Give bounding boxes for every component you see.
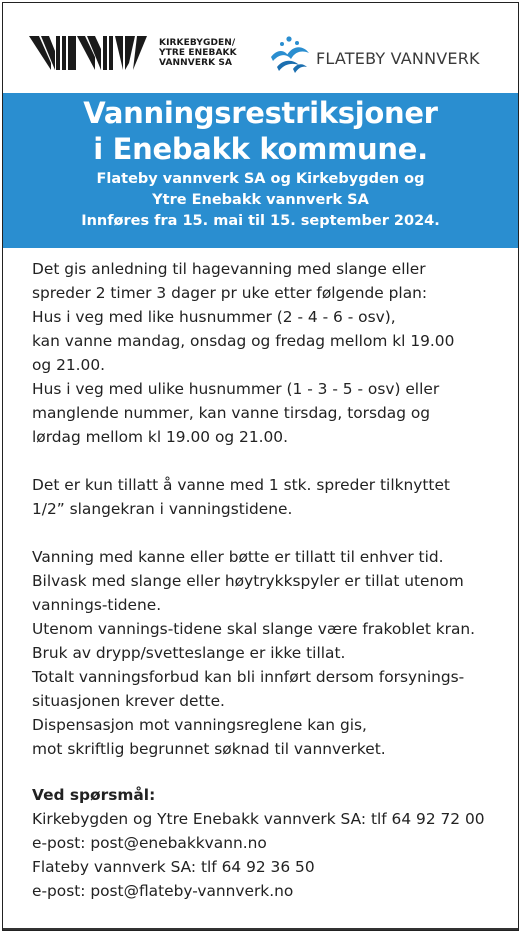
body-line: Vanning med kanne eller bøtte er tillatt til enhver tid. <box>32 548 444 566</box>
logo-header <box>3 3 518 93</box>
body-line: Det er kun tillatt å vanne med 1 stk. spreder tilknyttet <box>32 476 450 494</box>
subtitle-line-2: Ytre Enebakk vannverk SA <box>152 192 369 208</box>
subtitle-line-1: Flateby vannverk SA og Kirkebygden og <box>96 171 425 187</box>
bottom-divider <box>3 928 518 930</box>
body-line: lørdag mellom kl 19.00 og 21.00. <box>32 428 288 446</box>
kirkebygden-wave-logo-icon <box>29 33 147 73</box>
body-line: mot skriftlig begrunnet søknad til vannverket. <box>32 740 386 758</box>
body-line: og 21.00. <box>32 356 106 374</box>
logo-line-3: VANNVERK SA <box>159 58 233 68</box>
logo-line-2: YTRE ENEBAKK <box>159 48 237 58</box>
body-line: Bilvask med slange eller høytrykkspyler er tillat utenom <box>32 572 464 590</box>
body-line: manglende nummer, kan vanne tirsdag, torsdag og <box>32 404 431 422</box>
body-line: vannings-tidene. <box>32 596 162 614</box>
validity-period: Innføres fra 15. mai til 15. september 2024. <box>81 213 440 229</box>
contact-line: Kirkebygden og Ytre Enebakk vannverk SA: tlf 64 92 72 00 <box>32 810 485 828</box>
page-title-line-1: Vanningsrestriksjoner <box>83 96 438 130</box>
notice-body <box>32 257 512 903</box>
body-line: Hus i veg med ulike husnummer (1 - 3 - 5 - osv) eller <box>32 380 440 398</box>
spacer <box>32 521 512 545</box>
body-line: Totalt vanningsforbud kan bli innført dersom forsynings- <box>32 668 465 686</box>
title-banner <box>3 93 518 248</box>
body-line: Dispensasjon mot vanningsreglene kan gis, <box>32 716 367 734</box>
flateby-logo-text: FLATEBY VANNVERK <box>316 49 480 68</box>
contact-email-link[interactable]: e-post: post@flateby-vannverk.no <box>32 882 294 900</box>
logo-line-1: KIRKEBYGDEN/ <box>159 38 236 48</box>
spacer <box>32 761 512 783</box>
body-line: situasjonen krever dette. <box>32 692 225 710</box>
body-line: 1/2” slangekran i vanningstidene. <box>32 500 293 518</box>
water-splash-logo-icon <box>267 35 311 75</box>
body-line: Det gis anledning til hagevanning med slange eller <box>32 260 426 278</box>
body-line: Hus i veg med like husnummer (2 - 4 - 6 - osv), <box>32 308 396 326</box>
contact-email-link[interactable]: e-post: post@enebakkvann.no <box>32 834 267 852</box>
kirkebygden-logo-text <box>159 38 237 68</box>
body-line: Utenom vannings-tidene skal slange være frakoblet kran. <box>32 620 476 638</box>
spacer <box>32 449 512 473</box>
page-title-line-2: i Enebakk kommune. <box>93 132 428 166</box>
body-line: kan vanne mandag, onsdag og fredag mellom kl 19.00 <box>32 332 455 350</box>
body-line: spreder 2 timer 3 dager pr uke etter følgende plan: <box>32 284 428 302</box>
body-line: Bruk av drypp/svetteslange er ikke tillat. <box>32 644 346 662</box>
contact-line: Flateby vannverk SA: tlf 64 92 36 50 <box>32 858 315 876</box>
contact-heading: Ved spørsmål: <box>32 786 156 804</box>
